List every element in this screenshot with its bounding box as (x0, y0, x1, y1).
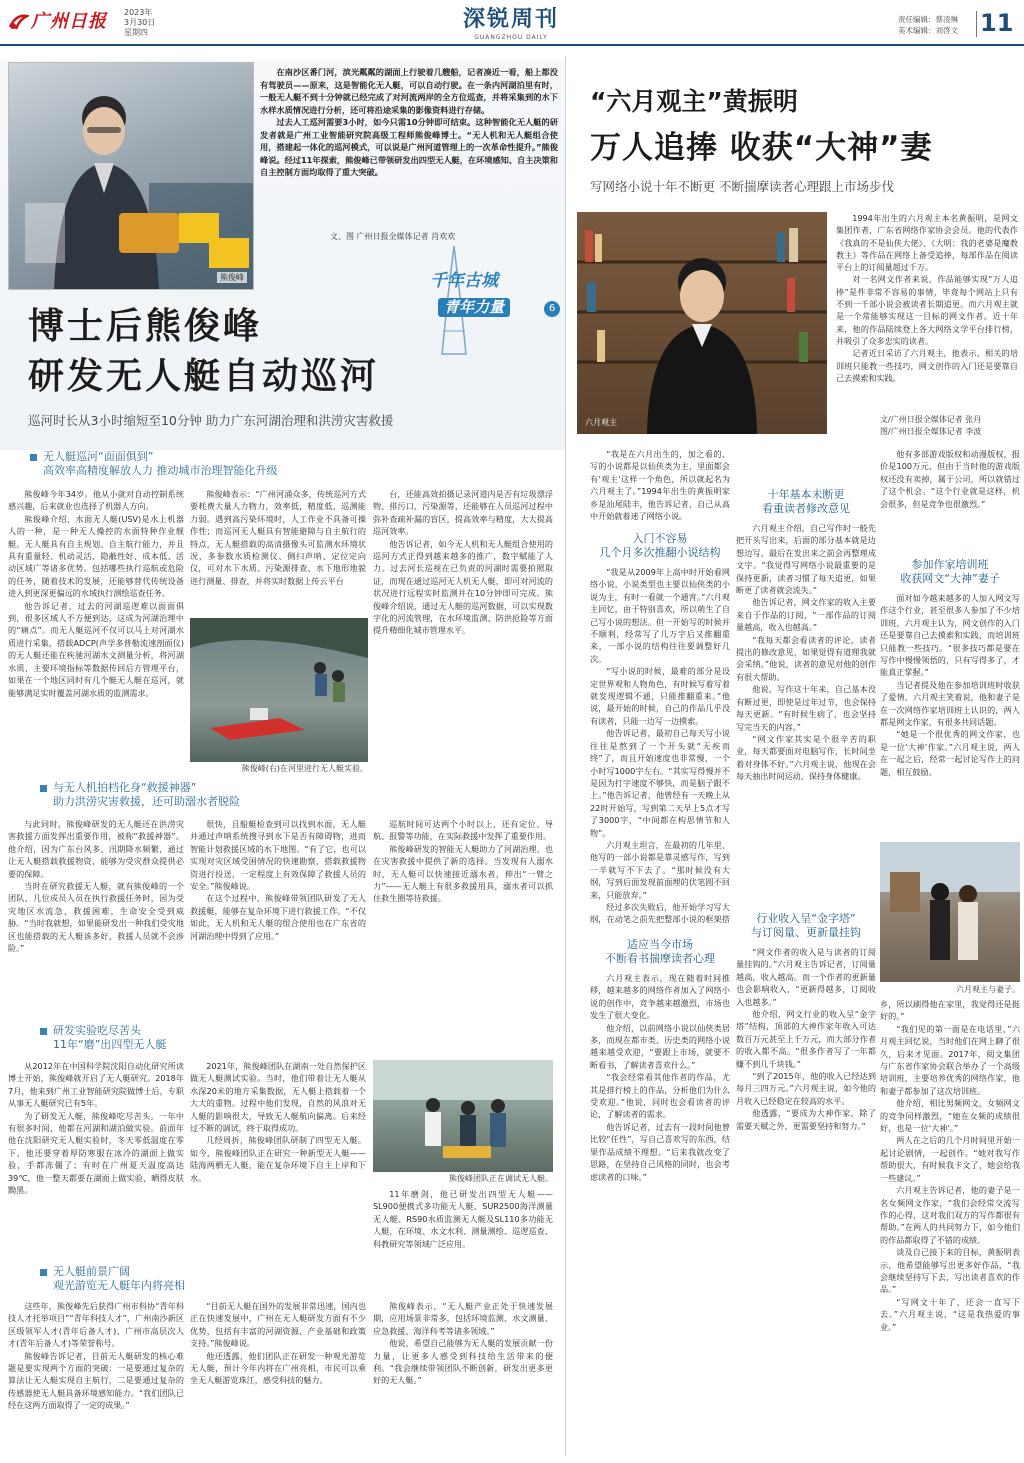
team-photo-caption: 熊俊峰团队正在调试无人艇。 (449, 1174, 553, 1183)
paragraph: 他告诉记者，最初自己每天写小说往往是熬到了一个开头就“无疾而终”了，而且开始速度也非常慢，一个小时写1000字左右。“其实写得慢并不是因为打字速度不够快，而是脑子跟不上。”他告诉记者，他曾经有一天晚上从22时开始写，写到第二天早上5点才写了3000字，“中间都在构思情节和人物”。 (590, 728, 730, 838)
paragraph: 他告诉记者，过去的河湖巡逻难以面面俱到，很多区域人不方便到达，这成为河湖治理中的“痛点”。而无人艇巡河不仅可以马上对河湖水质进行采集，搭载ADCP(声学多普勒流速剖面仪)的无人艇还能在疾驰河湖水文测量分析，将河湖水质、主要环境指标等数据传回后方管理平台，如果在一个地区同时有几个艇无人艇在巡河，就能够满足实时覆盖河湖水质的监测需求。 (8, 600, 184, 698)
boat-photo (190, 618, 368, 762)
paragraph: 这些年，熊俊峰先后获得广州市科协“青年科技人才托举项目”“青年科技人才”，广州南沙新区区级领军人才(青年后备人才)、广州市高层次人才(青年后备人才)等荣誉称号。 (8, 1301, 184, 1349)
paragraph: 2021年，熊俊峰团队在湖南一处自然保护区做无人艇测试实验。当时，他们带着让无人艇从水深20米的地方采集数据，无人艇上搭载着一个大大的重物。过程中他们发现，自然的风浪对无人艇的影响很大，导致无人艇航向偏离。后来经过不断的调试，终于取得成功。 (190, 1061, 366, 1134)
designer-name: 美术编辑：刘啓文 (898, 26, 958, 35)
section-3-header (40, 1024, 560, 1052)
right-col-1-body (590, 566, 730, 926)
right-heading-3 (736, 488, 876, 516)
paragraph: 熊俊峰表示，“无人艇产业正处于快速发展期，应用场景非常多，包括环境监测、水文测量、应急救援、海洋科考等诸多领域。” (373, 1301, 553, 1336)
paragraph: “目前无人艇在国外的发展非常迅速，国内也正在快速发展中，广州在无人艇研发方面有不少优势，包括有丰富的河湖资源、产业基础和政策支持。”熊俊峰说。 (190, 1301, 366, 1349)
section-1-col-2 (190, 488, 366, 614)
section-4-col-1 (8, 1300, 184, 1460)
right-heading-1 (590, 532, 730, 560)
couple-photo (880, 842, 1020, 982)
paragraph: 两人在之后的几个月时间里开始一起讨论剧情，一起创作。“她对我写作帮助很大，有时候我卡文了，她会给我一些建议。” (880, 1135, 1020, 1183)
paragraph: 熊俊峰研发的智能无人艇助力了河湖治理，也在灾害救援中提供了新的选择。当发现有人溺水时，无人艇可以快速接近溺水者，伸出“一臂之力”——无人艇上有很多救援用具，溺水者可以抓住救生圈等待救援。 (373, 843, 553, 904)
paragraph: 巡航时间可达两个小时以上，还有定位、导航、报警等功能，在实际救援中发挥了重要作用。 (373, 819, 553, 842)
paragraph: 六月观主坦言，在最初的几年里，他写的一部小说都是靠灵感写作，写到一半就写不下去了。“那时候没有大纲，写到后面发现前面埋的伏笔圆不回来，只能放弃。” (590, 839, 730, 900)
paragraph: “我是从2009年上高中时开始看网络小说，小说类型也主要以仙侠类的小说为主，有时一看就一个通宵。”六月观主回忆，由于特别喜欢，所以萌生了自己写小说的想法。但一开始写的时候并不顺利，经常写了几万字后又推翻重来，一部小说的结构往往要调整好几次。 (590, 567, 730, 664)
paragraph: 六月观主表示，现在随着时间推移，越来越多的网络作者加入了网络小说的创作中，竞争越来越激烈，市场也发生了很大变化。 (590, 973, 730, 1021)
editor-name: 责任编辑：蔡凌琳 (898, 15, 958, 24)
boat-photo-caption: 熊俊峰(右)在河里进行无人艇实验。 (241, 764, 368, 773)
date-day: 3月30日 (124, 18, 156, 27)
main-subtitle: 巡河时长从3小时缩短至10分钟 助力广东河湖治理和洪涝灾害救援 (28, 413, 394, 428)
paragraph: “她是一个很优秀的网文作家，也是一位‘大神’作家。”六月观主说，两人在一起之后，经常一起讨论写作上的问题，相互鼓励。 (880, 729, 1020, 777)
paragraph: “到了2015年，他的收入已经达到每月三四万元。”六月观主说，如今他的月收入已经稳定在较高的水平。 (736, 1071, 876, 1106)
paragraph: 在这个过程中，熊俊峰带领团队研发了无人救援艇，能够在复杂环境下进行救援工作。“不仅如此，无人机和无人艇的组合使用也在广东省的河湖治理中得到了应用。” (190, 893, 366, 941)
heading-main: 行业收入呈“金字塔” (756, 912, 856, 925)
paragraph: 与此同时，熊俊峰研发的无人艇还在洪涝灾害救援方面发挥出重要作用，被称“救援神器”。他介绍，因为广东台风多、汛期降水频繁，通过让无人艇搭载救援物资，能够为受灾群众提供必要的保障。 (8, 819, 184, 879)
section-title: 深锐周刊 (462, 7, 559, 32)
right-title-small: “六月观主”黄振明 (590, 87, 798, 116)
right-col-3-top: 他有多部游戏版权和动漫版权，报价是100万元，但由于当时他的游戏版权还没有卖掉，属于公司，所以就错过了这个机会。“这个行业就是这样，机会很多，但是竞争也很激烈。” (880, 449, 1020, 509)
lead-paragraph-2: 过去人工巡河需要3小时，如今只需10分钟即可结束。这种智能化无人艇的研发者就是广州工业智能研究院高级工程师熊俊峰博士。“无人机和无人艇组合使用，搭建起一体化的巡河模式，可以说是广州河道管理上的一次革命性提升。”熊俊峰说。经过11年探索，熊俊峰已带领研发出四型无人艇，在环境感知、自主决策和自主控制方面均取得了重大突破。 (260, 117, 558, 177)
masthead-rule (0, 44, 1024, 46)
portrait-photo (8, 62, 254, 290)
paragraph: 六月观主介绍，自己写作时一般先把开头写出来，后面的部分基本就是边想边写，最后在发出来之前会再整理成文字。“我觉得写网络小说最重要的是保持更新，读者习惯了每天追更，如果断更了读者就会流失。” (736, 523, 876, 596)
paragraph: 很快，且船艇检查到可以找到水面，无人艇并通过声呐系统搜寻到水下是否有障碍物，进而智能计划救援区域的水下地图。“有了它，也可以实现对灾区域受困情况的快速勘察，搭载救援物资进行投送，一定程度上有效保障了救援人员的安全。”熊俊峰说。 (190, 819, 366, 892)
section-3-subtitle: 11年“磨”出四型无人艇 (53, 1038, 167, 1051)
paragraph: 他介绍，以前网络小说以仙侠类居多，而现在都市类、历史类的网络小说越来越受欢迎，“要跟上市场，就要不断看书，了解读者喜欢什么。” (590, 1022, 730, 1070)
paragraph: 他说，希望自己能够为无人艇的发展贡献一份力量，让更多人感受到科技给生活带来的便利。“我会继续带领团队不断创新，研发出更多更好的无人艇。” (373, 1338, 553, 1386)
paragraph: 熊俊峰告诉记者，目前无人艇研发的核心难题是要实现两个方面的突破：一是要通过复杂的算法让无人艇实现自主航行，二是要通过复杂的传感器使无人艇具备环境感知能力。“我们团队已经在这两方面取得了一定的成果。” (8, 1350, 184, 1411)
section-2-col-3 (373, 818, 553, 1018)
paragraph: 1994年出生的六月观主本名黄振明，是网文集团作者，广东省网络作家协会会员。他的代表作《我真的不是仙侠大佬》、《大明：我的老婆是魔教教主》等作品在网络上备受追捧，每部作品在阅读平台上的订阅量超过千万。 (836, 213, 1018, 273)
paragraph: 熊俊峰表示：“广州河涌众多，传统巡河方式要耗费大量人力物力，效率低，精度低，巡测能力弱。遇到高污染环境时，人工作业不具备可操作性；而巡河无人艇具有智能避障与自主航行的特点，无人艇搭载的高清摄像头可监测水环境状况，多参数水质检测仪、侧扫声呐、定位定向仪，可对水下水质、污染源排查、水下地形地貌进行测量、排查，并将实时数据上传云平台 (190, 489, 366, 586)
author-photo (577, 212, 827, 434)
lead-text (260, 66, 558, 232)
right-lead (836, 212, 1018, 402)
couple-illustration (880, 842, 1020, 982)
page-divider (565, 56, 566, 1456)
paragraph: 他告诉记者，如今无人机和无人艇组合使用的巡河方式正得到越来越多的推广，数字赋能了人力。过去河长巡视在已负责的河湖时需要拍照取证，而现在通过巡河无人机无人艇，即可对河流的状况进行远程实时监测并在10分钟即可完成。熊俊峰介绍说，通过无人艇的巡河数据，可以实现数字化的河流管理，在水环境监测、防洪抢险等方面提升精细化城市管理水平。 (373, 538, 553, 636)
paragraph: 对一名网文作者来说，作品能够实现“万人追捧”是件非常不容易的事情，毕竟每个网站上只有不到一千部小说会被读者长期追更。而六月观主就是一个常能够实现这一目标的网文作者。近十年来，他的作品陆续登上各大网络文学平台排行榜，并吸引了众多忠实的读者。 (836, 274, 1018, 346)
paragraph: 记者近日采访了六月观主，他表示，相关的培训班只能教一些技巧，网文创作的入门还是要靠自己去摸索和实践。 (836, 348, 1018, 383)
section-1-subtitle: 高效率高精度解放人力 推动城市治理智能化升级 (43, 464, 278, 477)
paragraph: 台，还能高效拍摄记录河道内是否有垃圾漂浮物、排污口、污染源等，还能够在人员巡河过程中弥补查疏补漏的盲区，提高效率与精度，大大提高巡河效率。 (373, 489, 553, 537)
bookshelf-illustration (577, 212, 827, 434)
badge-line-1: 千年古城 (430, 271, 498, 291)
heading-sub: 不断看书揣摩读者心理 (605, 952, 715, 965)
paragraph: 当时在研究救援无人艇，就有熊俊峰的一个团队，几位成员人员在执行救援任务时，因为受灾地区水流急，救援困难，生命安全受到威胁。“当时我就想，如果能研发出一种我们受灾地区也能搭载的无人艇该多好，救援人员就不会涉险。” (8, 881, 184, 954)
section-marker-icon (30, 454, 37, 461)
paragraph: 从2012年在中国科学院沈阳自动化研究所读博士开始，熊俊峰就开启了无人艇研究。2018年7月，他来到广州工业智能研究院做博士后，专职从事无人艇研究已有5年。 (8, 1061, 184, 1109)
right-col-1-body-2 (590, 972, 730, 1456)
heading-sub: 收获网文“大神”妻子 (900, 572, 1000, 585)
heading-main: 十年基本未断更 (767, 488, 845, 501)
section-2-col-1 (8, 818, 184, 1018)
right-col-2-body-2 (736, 946, 876, 1456)
heading-sub: 与订阅量、更新量挂钩 (751, 926, 861, 939)
paragraph: “网文作家其实是个很辛苦的职业，每天都要面对电脑写作，长时间坐着对身体不好。”六月观主说，他现在会每天抽出时间运动，保持身体健康。 (736, 733, 876, 782)
section-1-header (30, 450, 550, 478)
paragraph: 熊俊峰介绍，水面无人艇(USV)是水上机器人的一种，是一种无人操控的水面特种作业舰艇。无人艇具有自主规划、自主航行能力，并且具有重量轻、机动灵活、隐蔽性好、成本低、活动区域广等诸多优势。包括哪些执行巡航或危险的任务，随着技术的发展，还能够替代传统设备进入到更深更偏远的水域执行测绘巡查任务。 (8, 513, 184, 599)
section-1-col-1 (8, 488, 184, 773)
team-photo (373, 1060, 553, 1172)
page-number: 11 (980, 9, 1014, 37)
paragraph: 谈及自己接下来的目标，黄振明表示，他希望能够写出更多好作品，“我会继续坚持写下去，写出读者喜欢的作品。” (880, 1247, 1020, 1295)
section-2-subtitle: 助力洪涝灾害救援，还可助溺水者脱险 (53, 795, 240, 808)
author-photo-caption: 六月观主 (585, 418, 617, 427)
lead-paragraph-1: 在南沙区番门河，滨光粼粼的湖面上行驶着几艘船，记者凑近一看，船上都没有驾驶员——原来，这是智能化无人艇，可以自动行驶。在一条内河湖泊里有时，一般无人艇不到十分钟就已经完成了对河流两岸的全方位巡查，并将采集到的水下水样水质情况进行分析，还可将沿途采集的影像资料进行存储。 (260, 67, 558, 115)
paragraph: “写网文十年了，还会一直写下去。”六月观主说，“这是我热爱的事业。” (880, 1296, 1020, 1332)
paper-logo-icon (7, 12, 29, 32)
main-title-line-1: 博士后熊俊峰 (28, 306, 263, 347)
section-1-title: 无人艇巡河“面面俱到” (43, 450, 154, 463)
section-4-subtitle: 观光游览无人艇年内将亮相 (53, 1279, 185, 1292)
series-badge (418, 246, 568, 356)
portrait-caption: 熊俊峰 (217, 272, 247, 283)
paragraph: 熊俊峰今年34岁。他从小就对自动控制系统感兴趣，后来就业也选择了机器人方向。 (8, 489, 184, 512)
right-subtitle: 写网络小说十年不断更 不断揣摩读者心理跟上市场步伐 (590, 179, 894, 194)
heading-sub: 看重读者修改意见 (762, 502, 850, 515)
section-subtitle: GUANGZHOU DAILY (474, 34, 548, 41)
right-col-1-top: “我是在六月出生的，加之看的、写的小说都是以仙侠类为主，里面都会有‘观主’这样一个角色，所以就起名为六月观主了。”1994年出生的黄振明家乡是汕尾陆丰，他告诉记者，自己从高中开始就着迷了网络小说。 (590, 449, 730, 522)
section-1-col-3 (373, 488, 553, 753)
lead-byline: 文、图 广州日报全媒体记者 肖欢欢 (330, 232, 456, 241)
paragraph: 面对如今越来越多的人加入网文写作这个行业，甚至很多人参加了不少培训班，六月观主认为，网文创作的入门还是要靠自己去摸索和实践，而培训班只能教一些技巧。“很多技巧都是要在写作中慢慢领悟的，只有写得多了，才能真正掌握。” (880, 593, 1020, 678)
heading-main: 入门不容易 (632, 532, 688, 545)
paragraph: 他透露，“要成为大神作家，除了需要天赋之外，更需要坚持和努力。” (736, 1108, 876, 1131)
paragraph: 他告诉记者，网文作家的收入主要来自于作品的订阅，“一部作品的订阅量越高，收入也越高。” (736, 597, 876, 633)
paragraph: “网文作者的收入是与读者的订阅量挂钩的。”六月观主告诉记者，订阅量越高，收入越高。而一个作者的更新量也会影响收入，“更新得越多，订阅收入也越多。” (736, 947, 876, 1007)
heading-main: 参加作家培训班 (911, 558, 989, 571)
section-3-col-1 (8, 1060, 184, 1230)
section-4-title: 无人艇前景广阔 (53, 1265, 130, 1278)
paragraph: 为了研发无人艇，熊俊峰吃尽苦头。一年中有很多时间，他都在河湖和湖泊做实验。前面年他在沈阳研究无人艇实验时，冬天零低温度在零下，他还要穿着厚防寒服在冰冷的湖面上做实验，手都冻僵了；有时在广州夏天温度高达39℃，他一整天都要在湖面上做实验，晒得皮肤黝黑。 (8, 1110, 184, 1196)
editors (898, 14, 958, 36)
paragraph: 六月观主告诉记者，他的妻子是一名女频网文作家，“我们会经常交流写作的心得，这对我们双方的写作都很有帮助。”在两人的共同努力下，如今他们的作品都取得了不错的成绩。 (880, 1185, 1020, 1245)
right-title-big: 万人追捧 收获“大神”妻 (590, 130, 933, 166)
paragraph: 经过多次失败后，他开始学习写大纲，在动笔之前先把整部小说的框架搭 (590, 901, 730, 925)
right-col-3-body (880, 592, 1020, 838)
paragraph: “我会经常看其他作者的作品，尤其是排行榜上的作品，分析他们为什么受欢迎。”他说，同时也会看读者的评论，了解读者的需求。 (590, 1072, 730, 1120)
paragraph: 他介绍，相比男频网文，女频网文的竞争同样激烈，“她在女频的成绩很好，也是一位‘大神’。” (880, 1098, 1020, 1134)
paragraph: 他告诉记者，过去有一段时间他曾比较“任性”，写自己喜欢写的东西，结果作品成绩不理想。“后来我就改变了思路，在坚持自己风格的同时，也会考虑读者的口味。” (590, 1121, 730, 1182)
section-2-title: 与无人机拍档化身“救援神器” (53, 781, 197, 794)
paragraph: 乡，所以刷得他在家里，我觉得还是挺好的。” (880, 999, 1020, 1022)
paragraph: 几经周折，熊俊峰团队研制了四型无人艇。如今，熊俊峰团队正在研究一种新型无人艇——陆海两栖无人艇，能在复杂环境下自主上岸和下水。 (190, 1135, 366, 1183)
paragraph: “写小说的时候，最难的部分是设定世界观和人物角色，有时候写着写着就发现逻辑不通，只能推翻重来。”他说，最开始的时候，自己的作品几乎没有读者，只能一边写一边摸索。 (590, 666, 730, 726)
paragraph: “我们见的第一面是在电话里，”六月观主回忆说，当时他们在网上聊了很久，后来才见面。2017年，阅文集团与广东省作家协会联合举办了一个高级培训班，主要培养优秀的网络作家，他和妻子都参加了这次培训班。 (880, 1023, 1020, 1096)
heading-sub: 几个月多次推翻小说结构 (599, 546, 721, 559)
section-3-col-2 (190, 1060, 366, 1255)
right-byline-1: 文/广州日报全媒体记者 张丹 (880, 415, 982, 424)
section-4-header (40, 1265, 560, 1293)
section-4-col-2 (190, 1300, 366, 1460)
paragraph: 他介绍，网文行业的收入呈“金字塔”结构，顶部的大神作家年收入可达数百万元甚至上千万元，而大部分作者的收入都不高。“很多作者写了一年都赚不到几千块钱。” (736, 1009, 876, 1069)
date-week: 星期四 (124, 28, 148, 37)
section-marker-icon (40, 1269, 47, 1276)
boat-illustration (190, 618, 368, 762)
heading-main: 适应当今市场 (627, 938, 693, 951)
date-block (124, 8, 155, 38)
paragraph: 他还透露，他们团队正在研发一种观光游览无人艇，预计今年内将在广州亮相，市民可以乘坐无人艇游览珠江，感受科技的魅力。 (190, 1350, 366, 1386)
section-2-col-2 (190, 818, 366, 1018)
section-marker-icon (40, 1028, 47, 1035)
badge-line-2: 青年力量 (438, 298, 510, 317)
section-3-tail: 11年磨剑，他已研发出四型无人艇——SL900便携式多功能无人艇、SUR2500海洋测量无人艇、RS90水质监测无人艇及SL110多功能无人艇，在环境、水文水利、测量测绘、巡逻巡查、科教研究等领域广泛应用。 (373, 1189, 553, 1249)
section-3-title: 研发实验吃尽苦头 (53, 1024, 141, 1037)
portrait-illustration (9, 63, 254, 290)
right-heading-4 (736, 912, 876, 940)
right-heading-5 (880, 558, 1020, 586)
paragraph: 他说，写作这十年来，自己基本没有断过更，即使是过年过节，也会保持每天更新。“有时候生病了，也会坚持写完当天的内容。” (736, 684, 876, 732)
badge-number: 6 (544, 301, 560, 317)
team-illustration (373, 1060, 553, 1172)
masthead (0, 0, 1024, 46)
right-byline-2: 图/广州日报全媒体记者 李波 (880, 427, 982, 436)
paragraph: “我每天都会看读者的评论，读者提出的修改意见，如果觉得有道理我就会采纳。”他说，读者的意见对他的创作有很大帮助。 (736, 634, 876, 682)
page-number-divider (976, 11, 977, 37)
right-col-2-body (736, 522, 876, 902)
paragraph: 当记者提及他在参加培训班时收获了爱情，六月观主笑着说，他和妻子是在一次网络作家培训班上认识的，两人都是网文作家，有很多共同话题。 (880, 679, 1020, 728)
couple-photo-caption: 六月观主与妻子。 (956, 985, 1020, 994)
section-4-col-3 (373, 1300, 553, 1460)
main-title-line-2: 研发无人艇自动巡河 (28, 356, 380, 397)
right-heading-2 (590, 938, 730, 966)
right-col-3-body-2 (880, 998, 1020, 1456)
paper-name: 广州日报 (31, 11, 107, 32)
section-2-header (40, 781, 560, 809)
section-marker-icon (40, 785, 47, 792)
date-year: 2023年 (124, 8, 153, 17)
